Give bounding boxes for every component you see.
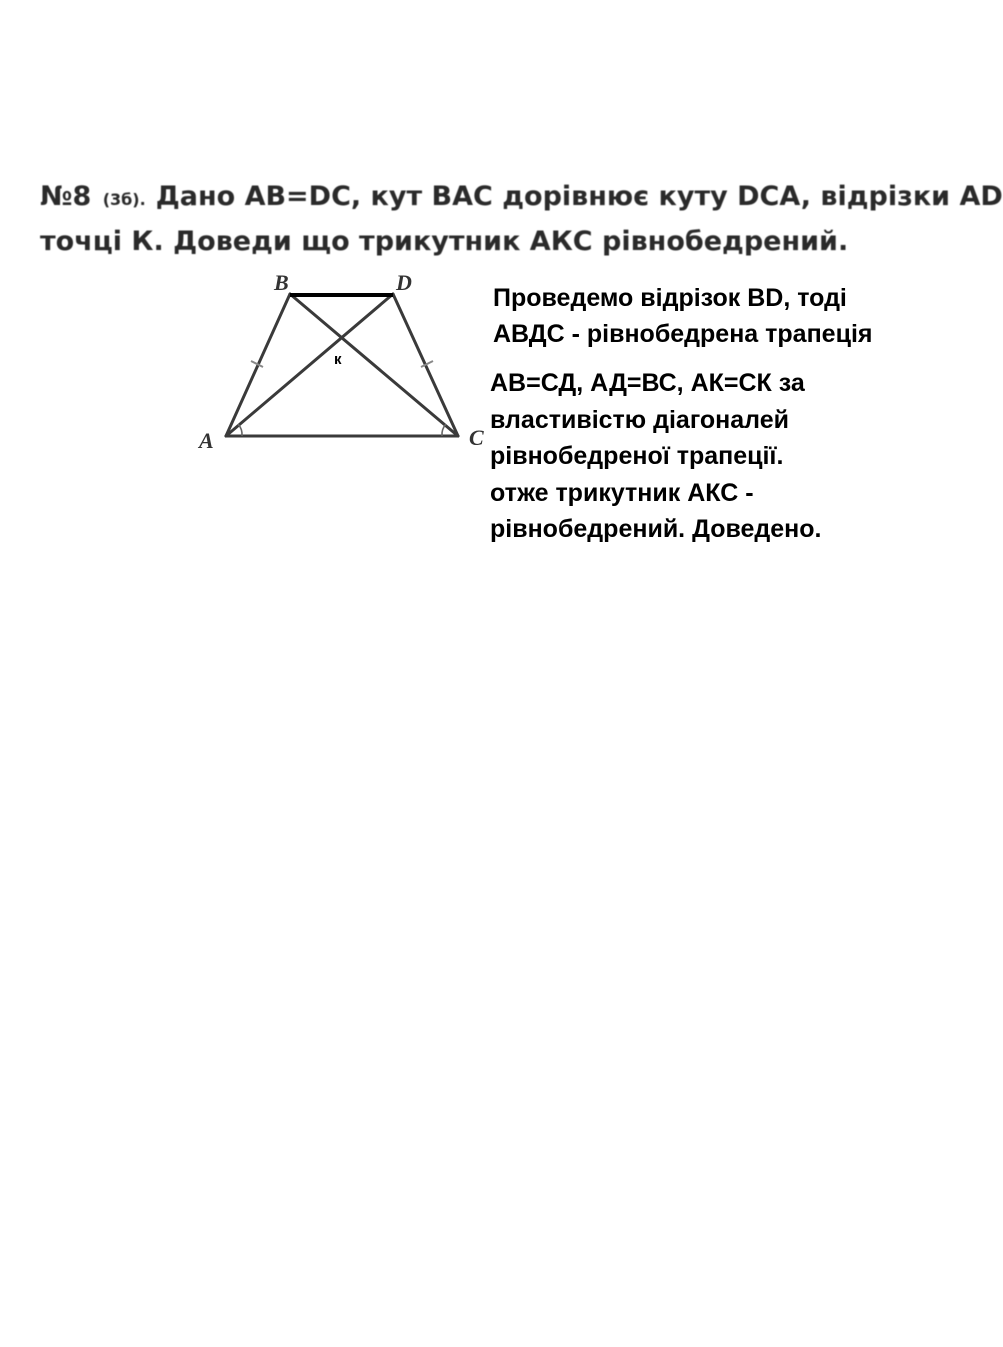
solution-line: отже трикутник АКС - [490,478,754,507]
solution-line: АВ=СД, АД=ВС, АК=СК за [490,369,805,397]
problem-number: №8 [40,181,92,212]
angle-arc-a [238,424,242,436]
label-d: D [396,270,412,295]
segment-bc [290,294,458,436]
angle-arc-c [442,424,446,436]
solution-paragraph-2 [490,365,822,548]
label-a: A [199,428,214,453]
problem-line-1 [40,176,1003,221]
problem-statement [40,176,1003,263]
label-k: к [334,351,342,368]
solution-paragraph-1 [493,280,872,352]
label-c: C [469,425,484,450]
trapezoid-figure [190,262,500,462]
solution-line: рівнобедрений. Доведено. [490,515,822,543]
solution-line: рівнобедреної трапеції. [490,442,784,470]
problem-text-1: Дано AB=DC, кут BAC дорівнює куту DCA, відрізки AD [155,181,1003,212]
segment-ad [226,294,393,436]
problem-points: (3б). [102,190,146,209]
problem-line-2: точці К. Доведи що трикутник АКС рівнобедрений. [40,226,849,257]
label-b: B [274,270,289,295]
solution-line: властивістю діагоналей [490,405,789,434]
solution-line: АВДС - рівнобедрена трапеція [493,320,873,348]
solution-line: Проведемо відрізок BD, тоді [493,284,847,312]
